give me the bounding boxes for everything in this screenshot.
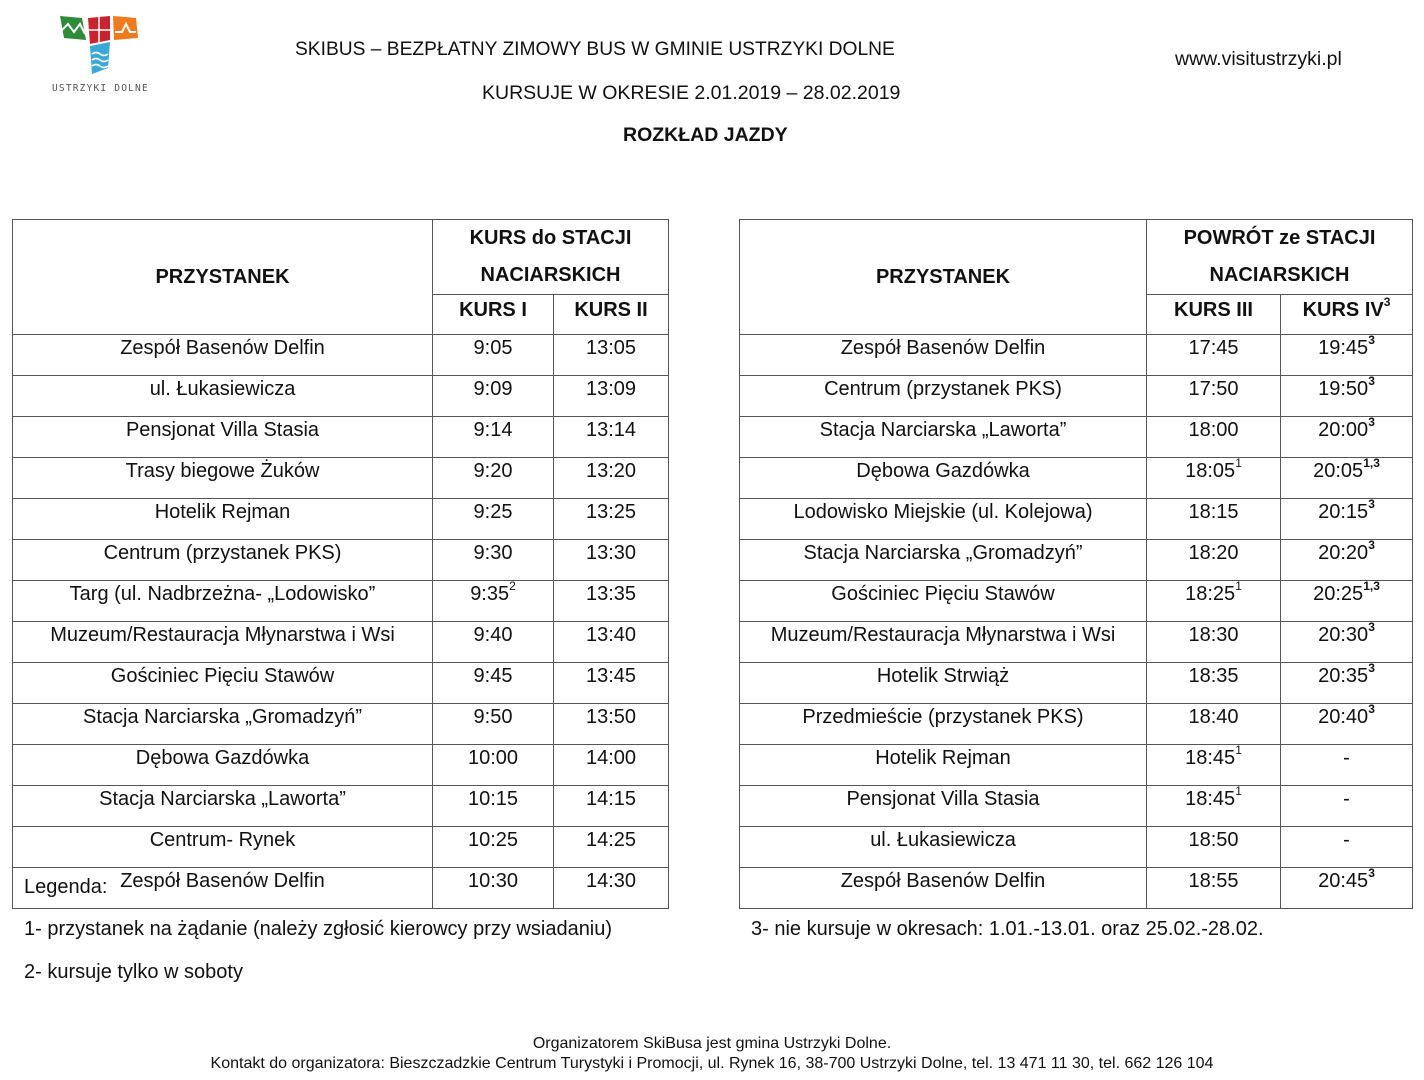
footnote-marker: 1 xyxy=(1235,743,1242,758)
departure-time xyxy=(554,376,669,417)
departure-time xyxy=(433,827,554,868)
time-value: - xyxy=(1343,829,1350,851)
table-row xyxy=(740,417,1413,458)
stop-name: Centrum- Rynek xyxy=(13,827,433,868)
departure-time xyxy=(1147,663,1281,704)
footnote-marker: 3 xyxy=(1368,333,1375,348)
stop-name: Centrum (przystanek PKS) xyxy=(13,540,433,581)
outbound-group-header xyxy=(433,220,669,295)
time-value: 10:30 xyxy=(467,870,519,892)
stop-column-header: PRZYSTANEK xyxy=(740,220,1147,335)
departure-time xyxy=(554,622,669,663)
table-row xyxy=(13,499,669,540)
table-row xyxy=(13,417,669,458)
table-row xyxy=(13,540,669,581)
time-value: 9:05 xyxy=(473,337,513,359)
time-value: 18:30 xyxy=(1188,624,1239,646)
time-value: 9:35 xyxy=(470,583,510,605)
departure-time xyxy=(1281,663,1413,704)
table-row xyxy=(740,622,1413,663)
footnote-marker: 1,3 xyxy=(1363,456,1380,471)
stop-name: Stacja Narciarska „Gromadzyń” xyxy=(13,704,433,745)
departure-time xyxy=(1147,458,1281,499)
footnote-marker: 3 xyxy=(1368,620,1375,635)
time-value: 13:05 xyxy=(585,337,637,359)
departure-time xyxy=(433,458,554,499)
table-row xyxy=(740,335,1413,376)
departure-time xyxy=(433,745,554,786)
group-header-line2: NACIARSKICH xyxy=(1209,264,1350,286)
departure-time xyxy=(433,581,554,622)
table-row xyxy=(13,745,669,786)
document-title: SKIBUS – BEZPŁATNY ZIMOWY BUS W GMINIE USTRZYKI DOLNE xyxy=(295,38,895,60)
time-value: 18:25 xyxy=(1185,583,1236,605)
time-value: 17:45 xyxy=(1188,337,1239,359)
departure-time xyxy=(1147,499,1281,540)
time-value: 17:50 xyxy=(1188,378,1239,400)
departure-time xyxy=(1281,540,1413,581)
departure-time xyxy=(1147,376,1281,417)
table-row xyxy=(740,581,1413,622)
logo-text: USTRZYKI DOLNE xyxy=(52,83,149,94)
time-value: 20:00 xyxy=(1318,419,1369,441)
stop-name: Lodowisko Miejskie (ul. Kolejowa) xyxy=(740,499,1147,540)
time-value: 10:00 xyxy=(467,747,519,769)
table-row xyxy=(740,745,1413,786)
footnote-marker: 3 xyxy=(1368,497,1375,512)
time-value: 13:35 xyxy=(585,583,637,605)
footnote-marker: 3 xyxy=(1368,866,1375,881)
footer-contact: Kontakt do organizatora: Bieszczadzkie Centrum Turystyki i Promocji, ul. Rynek 16, 38-700 Ustrzyki Dolne, tel. 13 471 11 30, tel. 662 126 104 xyxy=(210,1055,1214,1072)
stop-name: Przedmieście (przystanek PKS) xyxy=(740,704,1147,745)
departure-time xyxy=(433,499,554,540)
stop-name: Stacja Narciarska „Laworta” xyxy=(740,417,1147,458)
time-value: 10:15 xyxy=(467,788,519,810)
table-row xyxy=(13,786,669,827)
stop-name: Hotelik Rejman xyxy=(13,499,433,540)
time-value: 18:00 xyxy=(1188,419,1239,441)
table-row xyxy=(740,786,1413,827)
kurs-i-header: KURS I xyxy=(433,295,554,335)
time-value: 20:20 xyxy=(1318,542,1369,564)
table-row xyxy=(13,868,669,909)
time-value: 13:14 xyxy=(585,419,637,441)
return-timetable xyxy=(739,219,1413,909)
stop-name: Zespół Basenów Delfin xyxy=(740,868,1147,909)
departure-time xyxy=(1147,581,1281,622)
stop-name: Muzeum/Restauracja Młynarstwa i Wsi xyxy=(740,622,1147,663)
table-row xyxy=(740,540,1413,581)
stop-name: Gościniec Pięciu Stawów xyxy=(740,581,1147,622)
footnote-marker: 3 xyxy=(1368,661,1375,676)
time-value: 9:14 xyxy=(473,419,513,441)
departure-time xyxy=(1281,499,1413,540)
time-value: 20:40 xyxy=(1318,706,1369,728)
departure-time xyxy=(554,827,669,868)
stop-name: Pensjonat Villa Stasia xyxy=(13,417,433,458)
kurs-ii-header: KURS II xyxy=(554,295,669,335)
stop-name: Stacja Narciarska „Gromadzyń” xyxy=(740,540,1147,581)
time-value: 13:40 xyxy=(585,624,637,646)
departure-time xyxy=(433,376,554,417)
time-value: 20:25 xyxy=(1313,583,1364,605)
legend-note-2: 2- kursuje tylko w soboty xyxy=(24,961,243,983)
table-row xyxy=(13,663,669,704)
footnote-marker: 2 xyxy=(509,579,516,594)
time-value: 19:45 xyxy=(1318,337,1369,359)
departure-time xyxy=(1281,458,1413,499)
departure-time xyxy=(433,335,554,376)
departure-time xyxy=(1147,540,1281,581)
time-value: 20:35 xyxy=(1318,665,1369,687)
table-row xyxy=(13,622,669,663)
time-value: 20:45 xyxy=(1318,870,1369,892)
footer-organizer: Organizatorem SkiBusa jest gmina Ustrzyki Dolne. xyxy=(532,1035,892,1052)
time-value: 9:09 xyxy=(473,378,513,400)
stop-name: Zespół Basenów Delfin xyxy=(740,335,1147,376)
table-row xyxy=(13,458,669,499)
departure-time xyxy=(1147,827,1281,868)
legend-note-1: 1- przystanek na żądanie (należy zgłosić kierowcy przy wsiadaniu) xyxy=(24,918,613,940)
time-value: 13:50 xyxy=(585,706,637,728)
departure-time xyxy=(554,540,669,581)
departure-time xyxy=(1147,745,1281,786)
time-value: 10:25 xyxy=(467,829,519,851)
table-row xyxy=(13,827,669,868)
departure-time xyxy=(433,786,554,827)
departure-time xyxy=(1281,417,1413,458)
stop-name: Dębowa Gazdówka xyxy=(740,458,1147,499)
departure-time xyxy=(1281,376,1413,417)
stop-name: ul. Łukasiewicza xyxy=(13,376,433,417)
departure-time xyxy=(433,540,554,581)
departure-time xyxy=(1281,704,1413,745)
time-value: 9:20 xyxy=(473,460,513,482)
time-value: 9:25 xyxy=(473,501,513,523)
time-value: 14:15 xyxy=(585,788,637,810)
departure-time xyxy=(554,745,669,786)
stop-name: Gościniec Pięciu Stawów xyxy=(13,663,433,704)
stop-name: ul. Łukasiewicza xyxy=(740,827,1147,868)
departure-time xyxy=(554,868,669,909)
logo-orange-tile xyxy=(113,16,138,40)
time-value: 18:15 xyxy=(1188,501,1239,523)
table-row xyxy=(740,868,1413,909)
table-row xyxy=(740,663,1413,704)
departure-time xyxy=(1147,417,1281,458)
time-value: 14:30 xyxy=(585,870,637,892)
time-value: 13:25 xyxy=(585,501,637,523)
kurs-iv-header xyxy=(1281,295,1413,335)
departure-time xyxy=(433,704,554,745)
time-value: 18:35 xyxy=(1188,665,1239,687)
kurs-iv-label: KURS IV xyxy=(1302,299,1384,321)
stop-name: Pensjonat Villa Stasia xyxy=(740,786,1147,827)
time-value: 18:45 xyxy=(1185,788,1236,810)
time-value: 18:20 xyxy=(1188,542,1239,564)
time-value: 13:45 xyxy=(585,665,637,687)
time-value: 13:20 xyxy=(585,460,637,482)
time-value: 20:15 xyxy=(1318,501,1369,523)
table-row xyxy=(740,458,1413,499)
table-row xyxy=(13,704,669,745)
time-value: - xyxy=(1343,747,1350,769)
departure-time xyxy=(433,417,554,458)
time-value: 9:30 xyxy=(473,542,513,564)
group-header-line2: NACIARSKICH xyxy=(480,264,621,286)
legend-title: Legenda: xyxy=(24,876,108,898)
group-header-line1: POWRÓT ze STACJI xyxy=(1183,227,1376,249)
departure-time xyxy=(1281,581,1413,622)
time-value: 20:05 xyxy=(1313,460,1364,482)
time-value: - xyxy=(1343,788,1350,810)
departure-time xyxy=(1147,868,1281,909)
time-value: 14:25 xyxy=(585,829,637,851)
table-row xyxy=(740,376,1413,417)
time-value: 9:40 xyxy=(473,624,513,646)
footnote-marker: 3 xyxy=(1383,295,1391,310)
time-value: 18:05 xyxy=(1185,460,1236,482)
stop-name: Zespół Basenów Delfin xyxy=(13,335,433,376)
logo-mark-icon xyxy=(52,10,148,82)
table-row xyxy=(740,827,1413,868)
time-value: 18:50 xyxy=(1188,829,1239,851)
stop-name: Muzeum/Restauracja Młynarstwa i Wsi xyxy=(13,622,433,663)
departure-time xyxy=(554,417,669,458)
time-value: 13:30 xyxy=(585,542,637,564)
table-row xyxy=(740,704,1413,745)
stop-name: Hotelik Rejman xyxy=(740,745,1147,786)
departure-time xyxy=(1147,622,1281,663)
departure-time xyxy=(554,499,669,540)
footnote-marker: 3 xyxy=(1368,374,1375,389)
departure-time xyxy=(554,786,669,827)
stop-name: Dębowa Gazdówka xyxy=(13,745,433,786)
departure-time xyxy=(554,581,669,622)
footnote-marker: 1,3 xyxy=(1363,579,1380,594)
table-row xyxy=(13,335,669,376)
time-value: 9:45 xyxy=(473,665,513,687)
time-value: 18:55 xyxy=(1188,870,1239,892)
footnote-marker: 3 xyxy=(1368,538,1375,553)
timetable-heading: ROZKŁAD JAZDY xyxy=(623,124,788,146)
time-value: 18:40 xyxy=(1188,706,1239,728)
departure-time xyxy=(554,704,669,745)
time-value: 19:50 xyxy=(1318,378,1369,400)
departure-time xyxy=(1281,622,1413,663)
departure-time xyxy=(1281,786,1413,827)
table-row xyxy=(13,376,669,417)
outbound-timetable xyxy=(12,219,669,909)
departure-time xyxy=(554,335,669,376)
table-row xyxy=(740,499,1413,540)
footnote-marker: 3 xyxy=(1368,702,1375,717)
footnote-marker: 3 xyxy=(1368,415,1375,430)
time-value: 20:30 xyxy=(1318,624,1369,646)
legend-note-3: 3- nie kursuje w okresach: 1.01.-13.01. oraz 25.02.-28.02. xyxy=(751,918,1264,940)
departure-time xyxy=(1281,745,1413,786)
departure-time xyxy=(433,663,554,704)
departure-time xyxy=(1147,335,1281,376)
time-value: 13:09 xyxy=(585,378,637,400)
service-period: KURSUJE W OKRESIE 2.01.2019 – 28.02.2019 xyxy=(482,82,901,104)
stop-name: Hotelik Strwiąż xyxy=(740,663,1147,704)
departure-time xyxy=(433,622,554,663)
return-group-header xyxy=(1147,220,1413,295)
departure-time xyxy=(1281,868,1413,909)
footnote-marker: 1 xyxy=(1235,579,1242,594)
kurs-iii-header: KURS III xyxy=(1147,295,1281,335)
stop-column-header: PRZYSTANEK xyxy=(13,220,433,335)
stop-name: Stacja Narciarska „Laworta” xyxy=(13,786,433,827)
stop-name: Targ (ul. Nadbrzeżna- „Lodowisko” xyxy=(13,581,433,622)
time-value: 9:50 xyxy=(473,706,513,728)
time-value: 14:00 xyxy=(585,747,637,769)
departure-time xyxy=(554,458,669,499)
departure-time xyxy=(1147,786,1281,827)
footnote-marker: 1 xyxy=(1235,456,1242,471)
logo-blue-tile xyxy=(90,42,110,74)
departure-time xyxy=(1281,827,1413,868)
table-row xyxy=(13,581,669,622)
website-link[interactable]: www.visitustrzyki.pl xyxy=(1175,48,1342,70)
departure-time xyxy=(433,868,554,909)
stop-name: Centrum (przystanek PKS) xyxy=(740,376,1147,417)
departure-time xyxy=(554,663,669,704)
footnote-marker: 1 xyxy=(1235,784,1242,799)
group-header-line1: KURS do STACJI xyxy=(469,227,632,249)
stop-name: Trasy biegowe Żuków xyxy=(13,458,433,499)
departure-time xyxy=(1147,704,1281,745)
departure-time xyxy=(1281,335,1413,376)
time-value: 18:45 xyxy=(1185,747,1236,769)
stop-name: Zespół Basenów Delfin xyxy=(13,868,433,909)
